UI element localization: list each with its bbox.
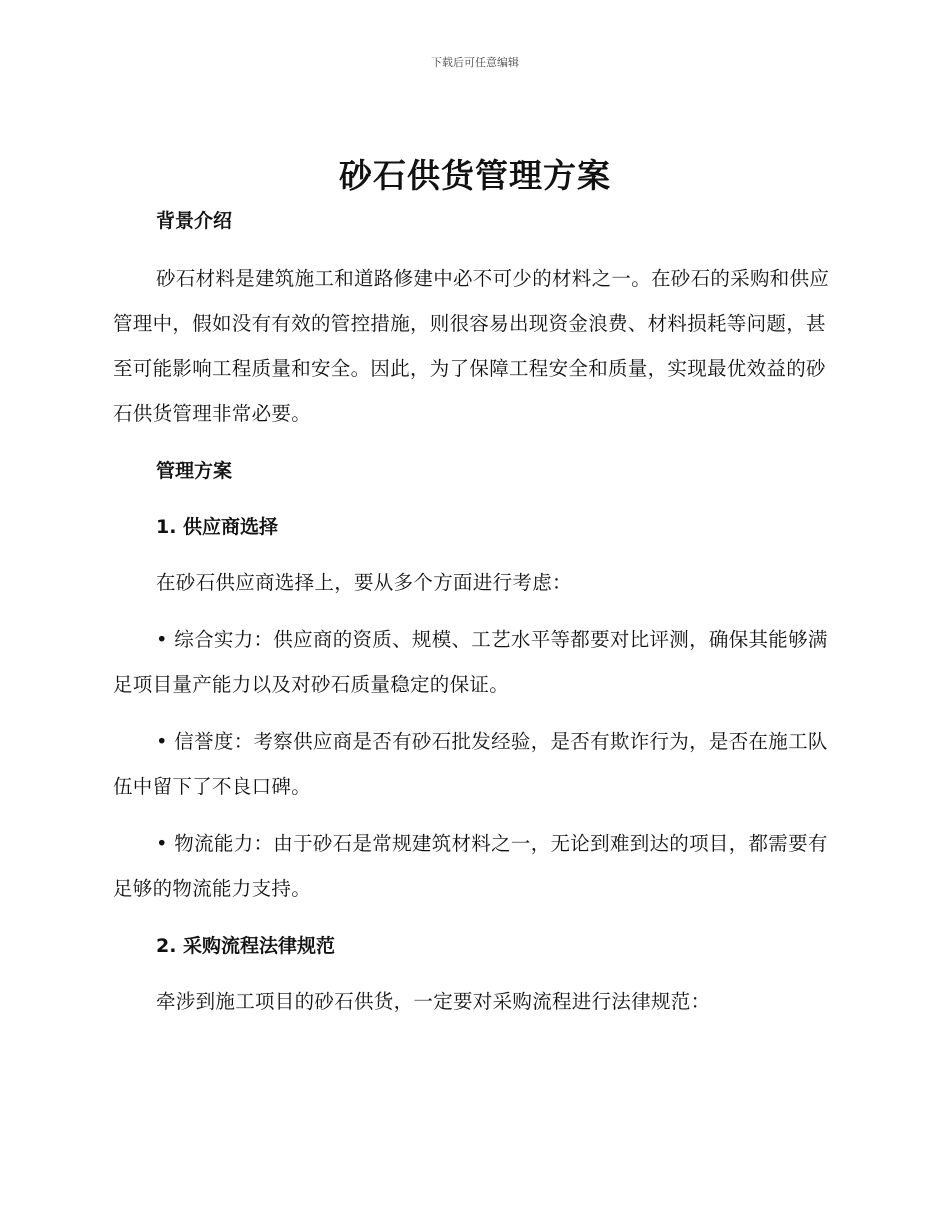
bullet-credit: • 信誉度：考察供应商是否有砂石批发经验，是否有欺诈行为，是否在施工队伍中留下了不良口碑。 [113,730,828,798]
background-paragraph: 砂石材料是建筑施工和道路修建中必不可少的材料之一。在砂石的采购和供应管理中，假如没有有效的管控措施，则很容易出现资金浪费、材料损耗等问题，甚至可能影响工程质量和安全。因此，为了保障工程安全和质量，实现最优效益的砂石供货管理非常必要。 [113,267,830,425]
document-title: 砂石供货管理方案 [339,156,611,195]
bullet-strength: • 综合实力：供应商的资质、规模、工艺水平等都要对比评测，确保其能够满足项目量产能力以及对砂石质量稳定的保证。 [113,628,828,696]
bullet-logistics: • 物流能力：由于砂石是常规建筑材料之一，无论到难到达的项目，都需要有足够的物流能力支持。 [113,832,828,900]
section-heading-plan: 管理方案 [156,460,233,482]
supplier-intro-paragraph: 在砂石供应商选择上，要从多个方面进行考虑： [156,571,572,594]
subsection-heading-supplier: 1. 供应商选择 [156,516,279,538]
section-heading-background: 背景介绍 [156,210,233,232]
procurement-intro-paragraph: 牵涉到施工项目的砂石供货，一定要对采购流程进行法律规范： [156,990,711,1013]
document-body [113,198,837,1024]
subsection-heading-procurement: 2. 采购流程法律规范 [156,935,336,957]
page-header: 下载后可任意编辑 [431,56,519,69]
